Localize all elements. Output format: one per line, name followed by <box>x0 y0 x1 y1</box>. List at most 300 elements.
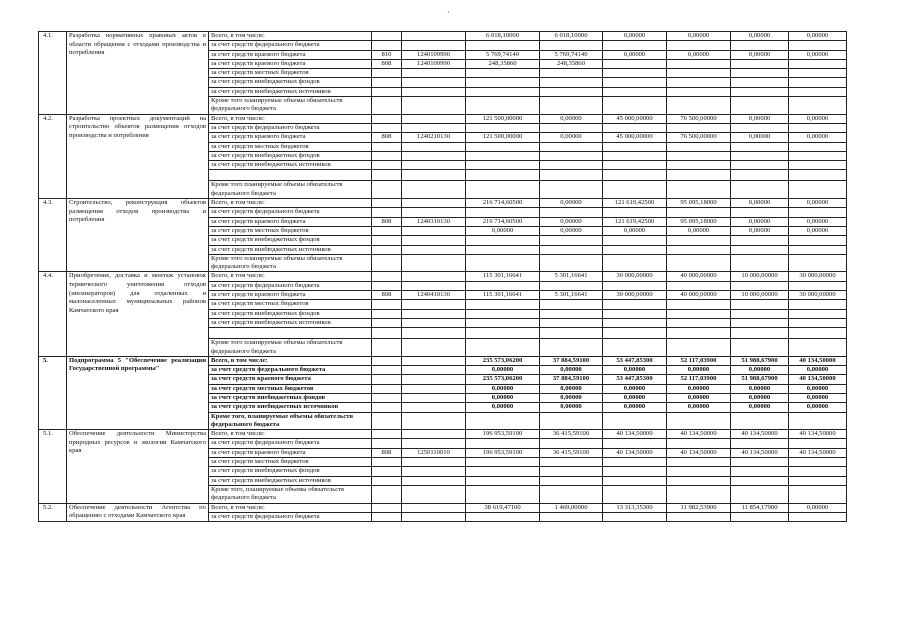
amount-cell <box>731 170 789 181</box>
amount-cell <box>466 339 540 357</box>
kbk-code-2 <box>402 467 466 476</box>
kbk-code-1 <box>372 412 402 430</box>
amount-cell: 0,00000 <box>789 393 847 402</box>
kbk-code-2 <box>402 272 466 281</box>
kbk-code-1 <box>372 281 402 290</box>
amount-cell: 53 447,85300 <box>603 375 667 384</box>
amount-cell <box>466 87 540 96</box>
kbk-code-1 <box>372 161 402 170</box>
funding-source: Всего, в том числе: <box>209 114 372 123</box>
kbk-code-1 <box>372 32 402 41</box>
amount-cell <box>731 300 789 309</box>
amount-cell <box>789 300 847 309</box>
amount-cell: 0,00000 <box>789 217 847 226</box>
amount-cell <box>603 161 667 170</box>
amount-cell <box>540 170 603 181</box>
amount-cell <box>731 69 789 78</box>
amount-cell <box>731 439 789 448</box>
kbk-code-1 <box>372 375 402 384</box>
funding-source: за счет средств местных бюджетов <box>209 226 372 235</box>
amount-cell: 10 000,00000 <box>731 272 789 281</box>
funding-source: за счет средств федерального бюджета <box>209 123 372 132</box>
amount-cell <box>603 254 667 272</box>
amount-cell <box>466 78 540 87</box>
kbk-code-2 <box>402 181 466 199</box>
amount-cell <box>731 87 789 96</box>
funding-source: Всего, в том числе: <box>209 430 372 439</box>
kbk-code-1 <box>372 226 402 235</box>
amount-cell <box>667 181 731 199</box>
kbk-code-2 <box>402 142 466 151</box>
amount-cell: 40 134,50000 <box>667 430 731 439</box>
kbk-code-1 <box>372 328 402 339</box>
funding-source: Кроме того, планируемые объемы обязательств федерального бюджета <box>209 485 372 503</box>
funding-source: за счет средств внебюджетных источников <box>209 87 372 96</box>
kbk-code-2 <box>402 458 466 467</box>
amount-cell: 30 000,00000 <box>789 291 847 300</box>
amount-cell <box>731 412 789 430</box>
kbk-code-2: 1240210130 <box>402 133 466 142</box>
item-number: 4.1. <box>39 32 67 115</box>
amount-cell <box>466 439 540 448</box>
amount-cell <box>667 245 731 254</box>
kbk-code-1 <box>372 366 402 375</box>
amount-cell: 0,00000 <box>667 32 731 41</box>
amount-cell: 37 884,59100 <box>540 356 603 365</box>
amount-cell: 0,00000 <box>731 403 789 412</box>
kbk-code-2 <box>402 393 466 402</box>
amount-cell: 0,00000 <box>731 384 789 393</box>
amount-cell <box>466 318 540 327</box>
amount-cell <box>466 123 540 132</box>
funding-source: за счет средств внебюджетных фондов <box>209 309 372 318</box>
amount-cell <box>466 181 540 199</box>
amount-cell: 53 447,85300 <box>603 356 667 365</box>
amount-cell <box>540 485 603 503</box>
funding-source: Всего, в том числе: <box>209 356 372 365</box>
amount-cell: 216 714,60500 <box>466 217 540 226</box>
amount-cell: 52 117,03900 <box>667 356 731 365</box>
kbk-code-1 <box>372 87 402 96</box>
amount-cell <box>789 151 847 160</box>
amount-cell <box>789 123 847 132</box>
amount-cell <box>667 512 731 521</box>
amount-cell <box>789 170 847 181</box>
amount-cell: 216 714,60500 <box>466 199 540 208</box>
amount-cell <box>731 236 789 245</box>
funding-source: Всего, в том числе: <box>209 32 372 41</box>
amount-cell: 121 619,42500 <box>603 217 667 226</box>
amount-cell <box>466 300 540 309</box>
amount-cell <box>540 236 603 245</box>
funding-source <box>209 170 372 181</box>
amount-cell: 0,00000 <box>667 403 731 412</box>
amount-cell: 52 117,03900 <box>667 375 731 384</box>
amount-cell: 0,00000 <box>603 403 667 412</box>
kbk-code-1 <box>372 439 402 448</box>
amount-cell: 0,00000 <box>540 403 603 412</box>
kbk-code-2: 1250110010 <box>402 448 466 457</box>
kbk-code-1 <box>372 123 402 132</box>
amount-cell: 40 134,50000 <box>731 448 789 457</box>
funding-source: за счет средств краевого бюджета <box>209 217 372 226</box>
amount-cell: 0,00000 <box>540 366 603 375</box>
kbk-code-2: 1240109990 <box>402 50 466 59</box>
amount-cell <box>540 97 603 115</box>
amount-cell <box>603 69 667 78</box>
funding-source: за счет средств местных бюджетов <box>209 300 372 309</box>
amount-cell: 37 884,59100 <box>540 375 603 384</box>
kbk-code-1: 808 <box>372 217 402 226</box>
amount-cell <box>667 476 731 485</box>
amount-cell <box>731 328 789 339</box>
kbk-code-1 <box>372 114 402 123</box>
amount-cell: 95 095,18000 <box>667 199 731 208</box>
item-title: Приобретение, доставка и монтаж установок термического уничтожения отходов (инсинераторов) для отдаленных и малонаселенных муниципальных районов Камчатского края <box>67 272 209 356</box>
kbk-code-2 <box>402 114 466 123</box>
kbk-code-1 <box>372 503 402 512</box>
funding-source: за счет средств федерального бюджета <box>209 512 372 521</box>
amount-cell <box>789 208 847 217</box>
kbk-code-2 <box>402 281 466 290</box>
amount-cell: 38 619,47100 <box>466 503 540 512</box>
item-title: Строительство, реконструкция объектов размещения отходов производства и потребления <box>67 199 209 272</box>
amount-cell: 121 619,42500 <box>603 199 667 208</box>
kbk-code-2 <box>402 97 466 115</box>
amount-cell <box>731 485 789 503</box>
amount-cell: 0,00000 <box>603 226 667 235</box>
amount-cell: 11 982,53900 <box>667 503 731 512</box>
amount-cell: 40 134,50000 <box>789 448 847 457</box>
amount-cell: 36 415,59100 <box>540 448 603 457</box>
amount-cell: 5 301,16641 <box>540 291 603 300</box>
amount-cell <box>731 309 789 318</box>
amount-cell <box>731 467 789 476</box>
table-body <box>39 32 847 522</box>
amount-cell <box>466 170 540 181</box>
amount-cell: 10 000,00000 <box>731 291 789 300</box>
amount-cell: 13 313,35300 <box>603 503 667 512</box>
kbk-code-2 <box>402 245 466 254</box>
item-title: Обеспечение деятельности Министерства природных ресурсов и экологии Камчатского края <box>67 430 209 503</box>
item-title: Разработка проектных документаций на строительство объектов размещения отходов производства и потребления <box>67 114 209 198</box>
amount-cell: 0,00000 <box>540 133 603 142</box>
kbk-code-1 <box>372 393 402 402</box>
funding-source: Кроме того планируемые объемы обязательств федерального бюджета <box>209 339 372 357</box>
amount-cell <box>603 458 667 467</box>
amount-cell <box>731 476 789 485</box>
amount-cell <box>466 208 540 217</box>
amount-cell <box>603 281 667 290</box>
amount-cell: 0,00000 <box>540 199 603 208</box>
kbk-code-1 <box>372 384 402 393</box>
amount-cell: 40 000,00000 <box>667 272 731 281</box>
amount-cell: 0,00000 <box>789 503 847 512</box>
item-title: Подпрограмма 5 "Обеспечение реализации Государственной программы" <box>67 356 209 429</box>
amount-cell <box>667 78 731 87</box>
amount-cell: 196 953,59100 <box>466 448 540 457</box>
amount-cell: 0,00000 <box>466 403 540 412</box>
kbk-code-2 <box>402 309 466 318</box>
amount-cell <box>667 281 731 290</box>
table-row <box>39 430 847 439</box>
funding-source: за счет средств федерального бюджета <box>209 439 372 448</box>
amount-cell: 95 095,18000 <box>667 217 731 226</box>
amount-cell: 5 769,74140 <box>466 50 540 59</box>
funding-source: за счет средств краевого бюджета <box>209 133 372 142</box>
amount-cell <box>731 142 789 151</box>
amount-cell <box>603 412 667 430</box>
kbk-code-1: 808 <box>372 291 402 300</box>
amount-cell: 40 134,50000 <box>731 430 789 439</box>
amount-cell <box>466 281 540 290</box>
amount-cell <box>466 161 540 170</box>
amount-cell: 0,00000 <box>789 366 847 375</box>
kbk-code-1 <box>372 254 402 272</box>
amount-cell: 40 000,00000 <box>667 291 731 300</box>
kbk-code-2 <box>402 366 466 375</box>
kbk-code-2 <box>402 430 466 439</box>
amount-cell: 0,00000 <box>789 403 847 412</box>
kbk-code-2: 1240109990 <box>402 59 466 68</box>
amount-cell: 0,00000 <box>731 393 789 402</box>
amount-cell: 115 301,16641 <box>466 291 540 300</box>
amount-cell: 0,00000 <box>603 393 667 402</box>
amount-cell <box>789 254 847 272</box>
kbk-code-2 <box>402 87 466 96</box>
amount-cell <box>667 161 731 170</box>
amount-cell <box>540 458 603 467</box>
amount-cell <box>667 254 731 272</box>
amount-cell <box>466 467 540 476</box>
amount-cell <box>667 339 731 357</box>
amount-cell: 0,00000 <box>731 366 789 375</box>
amount-cell: 11 854,17900 <box>731 503 789 512</box>
amount-cell <box>540 161 603 170</box>
amount-cell <box>667 97 731 115</box>
amount-cell <box>603 59 667 68</box>
amount-cell <box>603 208 667 217</box>
amount-cell <box>789 309 847 318</box>
kbk-code-1: 808 <box>372 133 402 142</box>
kbk-code-1 <box>372 430 402 439</box>
amount-cell <box>789 467 847 476</box>
kbk-code-2 <box>402 403 466 412</box>
funding-source: Всего, в том числе: <box>209 199 372 208</box>
kbk-code-2 <box>402 384 466 393</box>
kbk-code-2 <box>402 226 466 235</box>
amount-cell <box>466 476 540 485</box>
kbk-code-2 <box>402 254 466 272</box>
amount-cell <box>731 181 789 199</box>
amount-cell: 0,00000 <box>789 226 847 235</box>
kbk-code-1 <box>372 512 402 521</box>
amount-cell <box>540 254 603 272</box>
amount-cell: 5 769,74140 <box>540 50 603 59</box>
amount-cell <box>789 318 847 327</box>
amount-cell <box>603 328 667 339</box>
amount-cell <box>667 467 731 476</box>
amount-cell <box>789 236 847 245</box>
funding-source: за счет средств внебюджетных источников <box>209 161 372 170</box>
amount-cell <box>603 123 667 132</box>
budget-table <box>38 31 847 522</box>
amount-cell <box>540 339 603 357</box>
amount-cell: 40 134,50000 <box>603 430 667 439</box>
amount-cell <box>789 69 847 78</box>
amount-cell <box>731 59 789 68</box>
funding-source: за счет средств внебюджетных фондов <box>209 151 372 160</box>
amount-cell <box>540 181 603 199</box>
kbk-code-2 <box>402 41 466 50</box>
kbk-code-1 <box>372 97 402 115</box>
amount-cell <box>789 41 847 50</box>
kbk-code-2 <box>402 318 466 327</box>
amount-cell: 0,00000 <box>789 32 847 41</box>
amount-cell <box>540 69 603 78</box>
amount-cell <box>540 281 603 290</box>
amount-cell: 30 000,00000 <box>603 272 667 281</box>
amount-cell <box>603 485 667 503</box>
amount-cell: 0,00000 <box>667 366 731 375</box>
table-row <box>39 356 847 365</box>
amount-cell <box>603 339 667 357</box>
amount-cell: 76 500,00000 <box>667 114 731 123</box>
amount-cell <box>540 151 603 160</box>
item-number: 4.2. <box>39 114 67 198</box>
amount-cell <box>789 78 847 87</box>
funding-source: за счет средств местных бюджетов <box>209 142 372 151</box>
kbk-code-1 <box>372 208 402 217</box>
amount-cell: 0,00000 <box>731 32 789 41</box>
amount-cell <box>789 142 847 151</box>
amount-cell <box>540 476 603 485</box>
amount-cell <box>540 412 603 430</box>
funding-source: за счет средств федерального бюджета <box>209 208 372 217</box>
amount-cell <box>540 309 603 318</box>
amount-cell <box>540 78 603 87</box>
amount-cell <box>540 318 603 327</box>
item-title: Разработка нормативных правовых актов в области обращения с отходами производства и потребления <box>67 32 209 115</box>
amount-cell <box>540 87 603 96</box>
amount-cell <box>789 97 847 115</box>
funding-source: за счет средств внебюджетных источников <box>209 476 372 485</box>
item-number: 4.4. <box>39 272 67 356</box>
kbk-code-1 <box>372 356 402 365</box>
amount-cell: 0,00000 <box>466 226 540 235</box>
kbk-code-2 <box>402 32 466 41</box>
amount-cell <box>667 69 731 78</box>
amount-cell: 5 301,16641 <box>540 272 603 281</box>
kbk-code-2 <box>402 412 466 430</box>
amount-cell: 121 500,00000 <box>466 133 540 142</box>
amount-cell: 40 134,50000 <box>667 448 731 457</box>
amount-cell <box>603 97 667 115</box>
amount-cell <box>789 59 847 68</box>
funding-source: за счет средств внебюджетных фондов <box>209 393 372 402</box>
amount-cell <box>731 41 789 50</box>
amount-cell <box>667 412 731 430</box>
amount-cell <box>667 123 731 132</box>
kbk-code-1 <box>372 245 402 254</box>
amount-cell: 30 000,00000 <box>789 272 847 281</box>
amount-cell <box>603 87 667 96</box>
amount-cell <box>667 309 731 318</box>
amount-cell <box>540 439 603 448</box>
amount-cell <box>603 170 667 181</box>
amount-cell <box>667 87 731 96</box>
amount-cell: 0,00000 <box>731 199 789 208</box>
amount-cell <box>540 142 603 151</box>
amount-cell <box>603 181 667 199</box>
amount-cell: 0,00000 <box>667 393 731 402</box>
amount-cell <box>540 467 603 476</box>
item-number: 5.2. <box>39 503 67 522</box>
amount-cell <box>731 318 789 327</box>
table-row <box>39 114 847 123</box>
amount-cell <box>466 245 540 254</box>
kbk-code-2 <box>402 208 466 217</box>
kbk-code-2 <box>402 439 466 448</box>
table-row <box>39 199 847 208</box>
kbk-code-2 <box>402 476 466 485</box>
kbk-code-2 <box>402 328 466 339</box>
funding-source: Всего, в том числе: <box>209 272 372 281</box>
amount-cell <box>466 142 540 151</box>
amount-cell <box>789 512 847 521</box>
kbk-code-2 <box>402 512 466 521</box>
amount-cell: 248,35860 <box>540 59 603 68</box>
kbk-code-1: 808 <box>372 448 402 457</box>
funding-source: за счет средств внебюджетных источников <box>209 318 372 327</box>
amount-cell <box>731 245 789 254</box>
amount-cell <box>731 458 789 467</box>
funding-source: Кроме того планируемые объемы обязательств федерального бюджета <box>209 254 372 272</box>
amount-cell <box>667 439 731 448</box>
funding-source: за счет средств федерального бюджета <box>209 281 372 290</box>
amount-cell: 6 018,10000 <box>466 32 540 41</box>
amount-cell: 0,00000 <box>603 366 667 375</box>
amount-cell <box>731 281 789 290</box>
amount-cell <box>731 97 789 115</box>
amount-cell: 0,00000 <box>603 384 667 393</box>
amount-cell <box>667 59 731 68</box>
amount-cell: 0,00000 <box>603 50 667 59</box>
amount-cell <box>603 142 667 151</box>
kbk-code-2 <box>402 199 466 208</box>
amount-cell: 45 000,00000 <box>603 133 667 142</box>
kbk-code-2 <box>402 339 466 357</box>
kbk-code-2 <box>402 170 466 181</box>
amount-cell <box>540 123 603 132</box>
amount-cell <box>540 41 603 50</box>
amount-cell <box>667 318 731 327</box>
kbk-code-2 <box>402 356 466 365</box>
amount-cell <box>789 412 847 430</box>
amount-cell <box>603 300 667 309</box>
amount-cell <box>466 328 540 339</box>
kbk-code-1 <box>372 78 402 87</box>
amount-cell: 51 988,67900 <box>731 356 789 365</box>
kbk-code-1 <box>372 300 402 309</box>
amount-cell <box>603 439 667 448</box>
kbk-code-1 <box>372 41 402 50</box>
table-row <box>39 272 847 281</box>
amount-cell <box>667 170 731 181</box>
amount-cell <box>731 254 789 272</box>
item-title: Обеспечение деятельности Агентства по обращению с отходами Камчатского края <box>67 503 209 522</box>
amount-cell: 0,00000 <box>540 217 603 226</box>
